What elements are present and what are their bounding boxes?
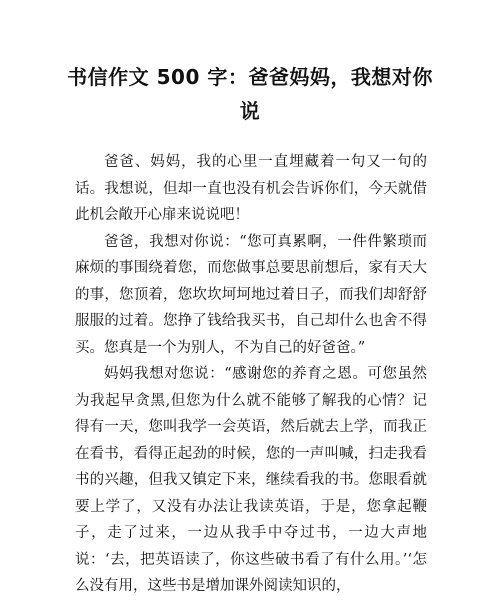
document-body [75, 149, 427, 600]
paragraph-to-mother: 妈妈我想对您说：“感谢您的养育之恩。可您虽然为我起早贪黑,但您为什么就不能够了解我的心情？记得有一天，您叫我学一会英语，然后就去上学，而我正在看书，看得正起劲的时候，您的一声叫喊，扫走我看书的兴趣，但我又镇定下来，继续看我的书。您眼看就要上学了，又没有办法让我读英语，于是，您拿起鞭子，走了过来，一边从我手中夺过书，一边大声地说：‘去，把英语读了，你这些破书看了有什么用。’‘怎么没有用，这些书是增加课外阅读知识的， [75, 366, 427, 594]
document-title: 书信作文 500 字：爸爸妈妈，我想对你说 [67, 65, 433, 123]
paragraph-intro: 爸爸、妈妈，我的心里一直埋藏着一句又一句的话。我想说，但却一直也没有机会告诉你们，今天就借此机会敞开心扉来说说吧！ [75, 154, 427, 223]
paragraph-to-father: 爸爸，我想对你说：“您可真累啊，一件件繁琐而麻烦的事围绕着您，而您做事总要思前想后，家有天大的事，您顶着，您坎坎坷坷地过着日子，而我们却舒舒服服的过着。您挣了钱给我买书，自己却什么也舍不得买。您真是一个为别人，不为自己的好爸爸。” [75, 233, 427, 356]
